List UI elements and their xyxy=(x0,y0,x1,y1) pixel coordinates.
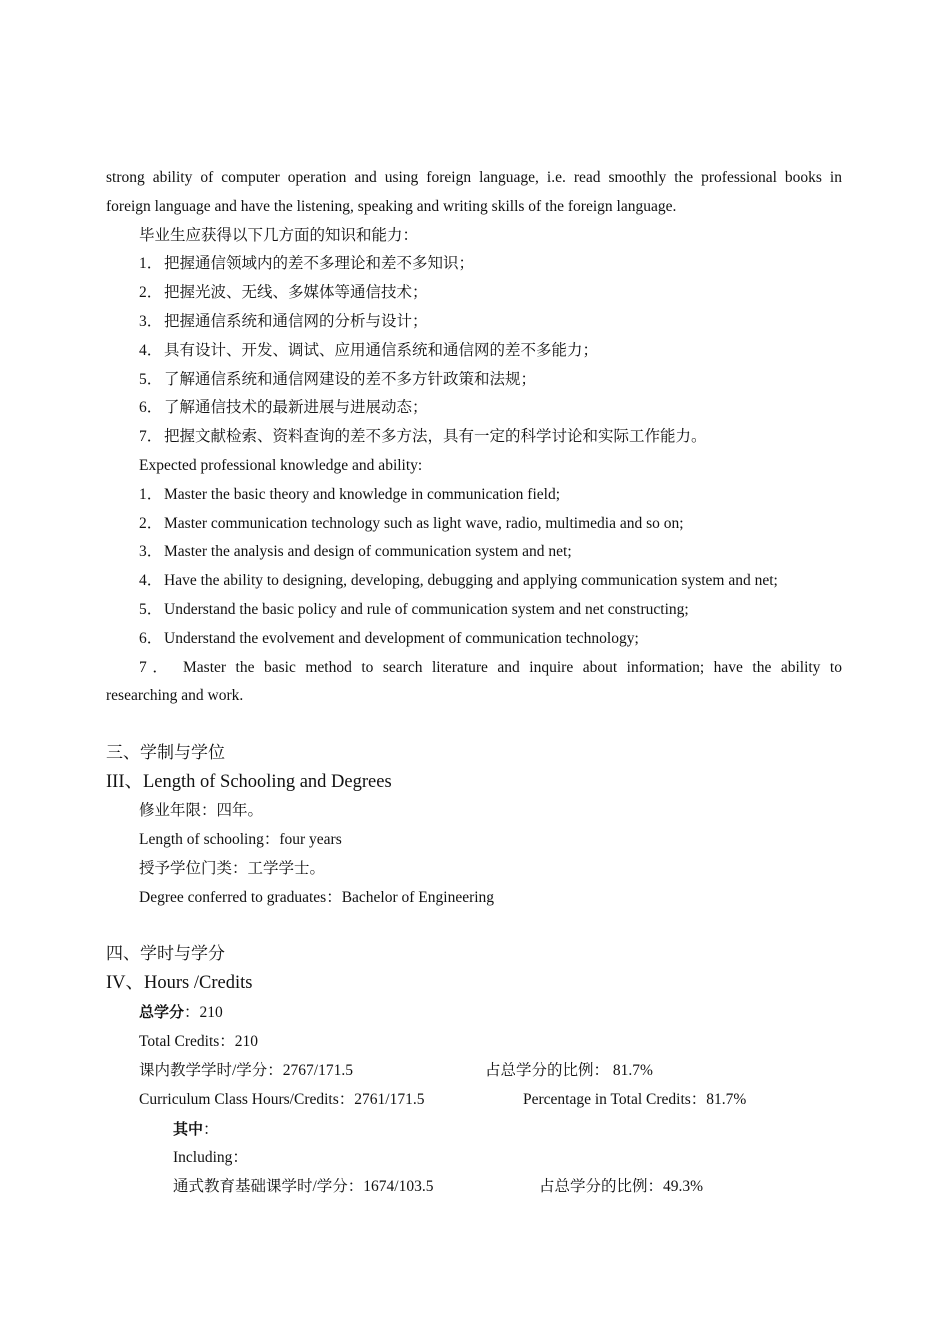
knowledge-cn-lead: 毕业生应获得以下几方面的知识和能力： xyxy=(139,226,419,244)
list-item: 5． Understand the basic policy and rule of communication system and net constructing; xyxy=(139,600,689,618)
class-hours-cn-row xyxy=(106,1057,842,1086)
total-credits-value: ：210 xyxy=(184,1004,223,1022)
degree-en: Degree conferred to graduates：Bachelor of Engineering xyxy=(139,888,495,906)
intro-line-1: strong ability of computer operation and using foreign language, i.e. read smoothly the professional books in xyxy=(106,169,842,186)
list-item: 7． 把握文献检索、资料查询的差不多方法，具有一定的科学讨论和实际工作能力。 xyxy=(139,428,707,446)
knowledge-cn-list xyxy=(106,250,842,452)
list-item: 4． Have the ability to designing, developing, debugging and applying communication system and net; xyxy=(139,572,778,590)
degree-cn: 授予学位门类：工学学士。 xyxy=(139,859,326,877)
including-cn: 其中： xyxy=(173,1119,219,1138)
knowledge-en-lead: Expected professional knowledge and ability: xyxy=(139,456,423,474)
class-hours-en: Curriculum Class Hours/Credits：2761/171.5 xyxy=(139,1090,425,1108)
general-education-hours: 通式教育基础课学时/学分：1674/103.5 xyxy=(173,1178,434,1196)
class-percentage-cn: 占总学分的比例： 81.7% xyxy=(485,1061,653,1079)
list-item: 2． 把握光波、无线、多媒体等通信技术； xyxy=(139,284,428,302)
list-item: 2． Master communication technology such as light wave, radio, multimedia and so on; xyxy=(139,514,684,532)
knowledge-en-list xyxy=(106,481,842,711)
schooling-years-en: Length of schooling：four years xyxy=(139,830,342,848)
section-4-title-en: IV、Hours /Credits xyxy=(106,973,253,994)
list-item-7-line-1: 7． Master the basic method to search literature and inquire about information; have the ability to xyxy=(139,658,842,676)
intro-line-2: foreign language and have the listening, speaking and writing skills of the foreign language. xyxy=(106,197,677,215)
section-3-title-en: III、Length of Schooling and Degrees xyxy=(106,772,392,793)
section-3-title-cn: 三、学制与学位 xyxy=(106,743,225,764)
schooling-years-cn: 修业年限：四年。 xyxy=(139,802,264,820)
total-credits-cn xyxy=(106,998,842,1028)
spacer xyxy=(106,912,842,940)
list-item: 3． Master the analysis and design of communication system and net; xyxy=(139,543,572,561)
total-credits-label: 总学分 xyxy=(139,1003,185,1022)
list-item-7-line-2: researching and work. xyxy=(106,687,244,705)
including-en: Including： xyxy=(173,1149,248,1167)
spacer xyxy=(106,711,842,739)
list-item: 4． 具有设计、开发、调试、应用通信系统和通信网的差不多能力； xyxy=(139,341,599,359)
class-hours-cn: 课内教学学时/学分：2767/171.5 xyxy=(139,1061,353,1079)
general-education-percentage: 占总学分的比例：49.3% xyxy=(539,1178,704,1196)
section-4-title-cn: 四、学时与学分 xyxy=(106,944,225,965)
general-education-row xyxy=(106,1173,842,1202)
class-percentage-en: Percentage in Total Credits：81.7% xyxy=(523,1090,747,1108)
list-item: 5． 了解通信系统和通信网建设的差不多方针政策和法规； xyxy=(139,370,537,388)
document-page xyxy=(106,164,842,1202)
class-hours-en-row xyxy=(106,1086,842,1115)
list-item: 3． 把握通信系统和通信网的分析与设计； xyxy=(139,312,428,330)
total-credits-en: Total Credits：210 xyxy=(139,1033,259,1051)
list-item: 6． 了解通信技术的最新进展与进展动态； xyxy=(139,399,428,417)
list-item: 1． 把握通信领域内的差不多理论和差不多知识； xyxy=(139,255,475,273)
list-item: 1． Master the basic theory and knowledge in communication field; xyxy=(139,485,560,503)
list-item: 6． Understand the evolvement and development of communication technology; xyxy=(139,629,639,647)
